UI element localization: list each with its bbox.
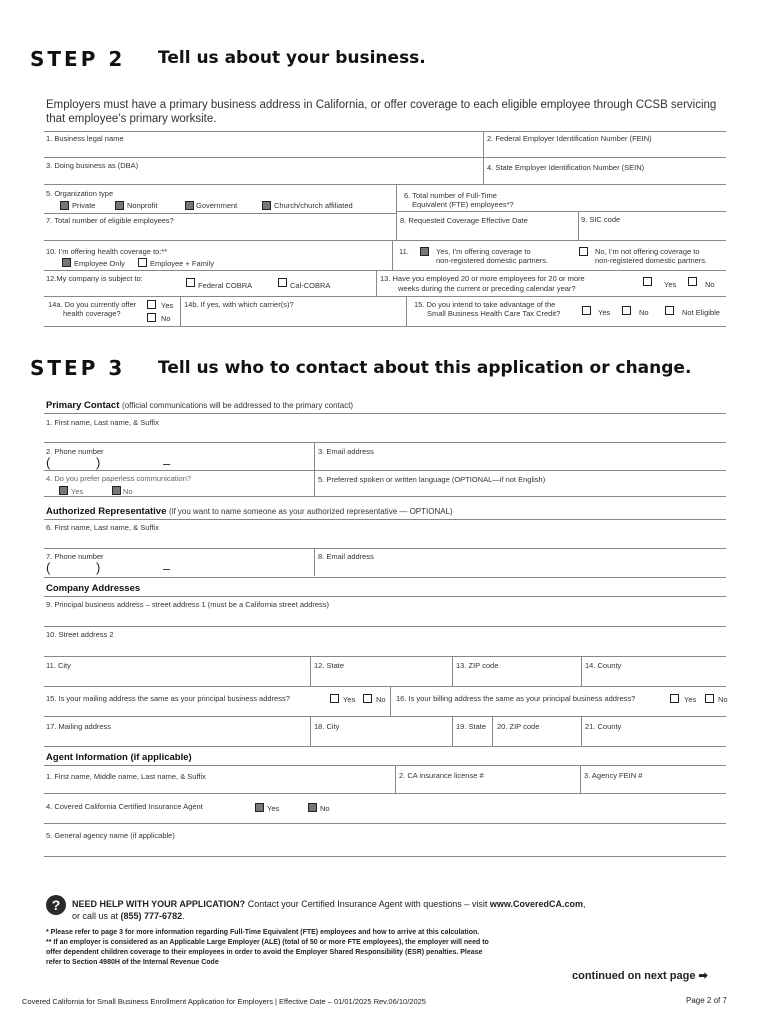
domestic-partners-yes-checkbox[interactable]	[420, 247, 429, 256]
help-comma: ,	[583, 899, 586, 909]
field-currently-offer-coverage-2: health coverage?	[63, 309, 121, 318]
billing-same-no-checkbox[interactable]	[705, 694, 714, 703]
paperless-no-label: No	[123, 487, 133, 496]
field-billing-same: 16. Is your billing address the same as your principal business address?	[396, 694, 636, 703]
primary-phone-close-paren: )	[96, 455, 101, 470]
help-phone-number[interactable]: (855) 777-6782	[120, 911, 183, 921]
field-agent-name[interactable]: 1. First name, Middle name, Last name, & Suffix	[46, 772, 206, 781]
field-certified-agent: 4. Covered California Certified Insurance Agent	[46, 802, 203, 811]
field-business-legal-name[interactable]: 1. Business legal name	[46, 134, 124, 143]
agent-information-heading: Agent Information (if applicable)	[46, 752, 192, 763]
rep-phone-dash: –	[163, 561, 171, 576]
footer-document-title: Covered California for Small Business Enrollment Application for Employers | Effective Date – 01/01/2025 Rev.06/10/2025	[22, 997, 426, 1006]
billing-same-yes-checkbox[interactable]	[670, 694, 679, 703]
domestic-partners-yes-label-2: non-registered domestic partners.	[436, 256, 549, 265]
field-principal-address[interactable]: 9. Principal business address – street address 1 (must be a California street address)	[46, 600, 330, 609]
field-ca-license[interactable]: 2. CA insurance license #	[399, 771, 484, 780]
step-3-label: STEP 3	[30, 356, 126, 380]
field-mailing-city[interactable]: 18. City	[314, 722, 340, 731]
offer-coverage-no-label: No	[161, 314, 171, 323]
field-mailing-state[interactable]: 19. State	[456, 722, 487, 731]
primary-phone-open-paren: (	[46, 455, 51, 470]
offer-coverage-yes-label: Yes	[161, 301, 174, 310]
field-sic-code[interactable]: 9. SIC code	[581, 215, 621, 224]
field-primary-phone[interactable]: 2. Phone number	[46, 447, 104, 456]
footnote-4: refer to Section 4980H of the Internal Revenue Code	[46, 959, 219, 966]
field-primary-name[interactable]: 1. First name, Last name, & Suffix	[46, 418, 159, 427]
covered-ca-link[interactable]: www.CoveredCA.com	[489, 899, 584, 909]
federal-cobra-checkbox[interactable]	[186, 278, 195, 287]
authorized-rep-note: (if you want to name someone as your authorized representative — OPTIONAL)	[169, 507, 453, 516]
page-number: Page 2 of 7	[686, 996, 727, 1005]
continued-text: continued on next page	[572, 970, 696, 982]
primary-phone-dash: –	[163, 456, 171, 471]
employee-family-label: Employee + Family	[150, 259, 214, 268]
help-text: Contact your Certified Insurance Agent with questions – visit	[245, 899, 490, 909]
domestic-partners-no-checkbox[interactable]	[579, 247, 588, 256]
field-fte-employees[interactable]: 6. Total number of Full-Time	[404, 191, 497, 200]
step-2-title: Tell us about your business.	[158, 48, 426, 68]
field-eligible-employees[interactable]: 7. Total number of eligible employees?	[46, 216, 174, 225]
field-rep-name[interactable]: 6. First name, Last name, & Suffix	[46, 523, 159, 532]
field-county[interactable]: 14. County	[585, 661, 622, 670]
tax-credit-no-checkbox[interactable]	[622, 306, 631, 315]
field-rep-email[interactable]: 8. Email address	[318, 552, 374, 561]
org-government-checkbox[interactable]	[185, 201, 194, 210]
org-church-label: Church/church affiliated	[274, 201, 353, 210]
domestic-partners-yes-label: Yes, I’m offering coverage to	[436, 247, 531, 256]
field-employed-20-or-more-2: weeks during the current or preceding calendar year?	[398, 284, 576, 293]
help-heading: NEED HELP WITH YOUR APPLICATION?	[72, 899, 246, 909]
federal-cobra-label: Federal COBRA	[198, 281, 253, 290]
employee-only-label: Employee Only	[74, 259, 125, 268]
field-state[interactable]: 12. State	[314, 661, 345, 670]
org-nonprofit-label: Nonprofit	[127, 201, 158, 210]
org-government-label: Government	[196, 201, 238, 210]
rep-phone-open-paren: (	[46, 560, 51, 575]
help-line-1	[72, 899, 586, 909]
field-mailing-same: 15. Is your mailing address the same as your principal business address?	[46, 694, 290, 703]
field-company-subject-to: 12.My company is subject to:	[46, 274, 143, 283]
company-addresses-heading: Company Addresses	[46, 583, 141, 594]
paperless-no-checkbox[interactable]	[112, 486, 121, 495]
tax-credit-yes-checkbox[interactable]	[582, 306, 591, 315]
mailing-same-no-label: No	[376, 695, 386, 704]
paperless-yes-label: Yes	[71, 487, 84, 496]
field-preferred-language[interactable]: 5. Preferred spoken or written language (OPTIONAL—if not English)	[318, 475, 546, 484]
primary-contact-note: (official communications will be addressed to the primary contact)	[122, 401, 354, 410]
mailing-same-yes-checkbox[interactable]	[330, 694, 339, 703]
certified-agent-yes-checkbox[interactable]	[255, 803, 264, 812]
field-coverage-effective-date[interactable]: 8. Requested Coverage Effective Date	[400, 216, 528, 225]
org-church-checkbox[interactable]	[262, 201, 271, 210]
domestic-partners-no-label: No, I’m not offering coverage to	[595, 247, 700, 256]
tax-credit-no-label: No	[639, 308, 649, 317]
field-offering-coverage-to: 10. I’m offering health coverage to:**	[46, 247, 168, 256]
footnote-1: * Please refer to page 3 for more information regarding Full-Time Equivalent (FTE) employees and how to arrive at this calculation.	[46, 929, 480, 936]
domestic-partners-no-label-2: non-registered domestic partners.	[595, 256, 708, 265]
authorized-rep-heading	[46, 506, 453, 517]
certified-agent-no-label: No	[320, 804, 330, 813]
field-tax-credit-2: Small Business Health Care Tax Credit?	[427, 309, 561, 318]
employee-family-checkbox[interactable]	[138, 258, 147, 267]
cal-cobra-checkbox[interactable]	[278, 278, 287, 287]
authorized-rep-title: Authorized Representative	[46, 506, 167, 517]
employed-20-yes-checkbox[interactable]	[643, 277, 652, 286]
certified-agent-yes-label: Yes	[267, 804, 280, 813]
field-paperless: 4. Do you prefer paperless communication?	[46, 474, 192, 483]
field-sein[interactable]: 4. State Employer Identification Number (SEIN)	[487, 163, 645, 172]
help-line-2	[72, 911, 185, 921]
field-currently-offer-coverage: 14a. Do you currently offer	[48, 300, 137, 309]
footnote-2: ** If an employer is considered as an Applicable Large Employer (ALE) (total of 50 or more FTE employees), the employer will need to	[46, 939, 489, 946]
field-11-number: 11.	[399, 247, 409, 256]
field-fein[interactable]: 2. Federal Employer Identification Number (FEIN)	[487, 134, 652, 143]
mailing-same-no-checkbox[interactable]	[363, 694, 372, 703]
field-street-address-2[interactable]: 10. Street address 2	[46, 630, 114, 639]
field-tax-credit: 15. Do you intend to take advantage of the	[414, 300, 556, 309]
footnote-3: offer dependent children coverage to their employees in order to avoid the Employer Shared Responsibility (ESR) penalties. Please	[46, 949, 483, 956]
field-dba[interactable]: 3. Doing business as (DBA)	[46, 161, 139, 170]
field-general-agency[interactable]: 5. General agency name (if applicable)	[46, 831, 175, 840]
step-2-intro: Employers must have a primary business address in California, or offer coverage to each eligible employee through CCSB servicing that employee’s primary worksite.	[46, 99, 717, 125]
rep-phone-close-paren: )	[96, 560, 101, 575]
org-private-label: Private	[72, 201, 96, 210]
help-call-text: or call us at	[72, 911, 121, 921]
continued-on-next-page	[572, 969, 708, 982]
tax-credit-yes-label: Yes	[598, 308, 611, 317]
employed-20-no-label: No	[705, 280, 715, 289]
billing-same-yes-label: Yes	[684, 695, 697, 704]
field-which-carriers[interactable]: 14b. If yes, with which carrier(s)?	[184, 300, 294, 309]
offer-coverage-no-checkbox[interactable]	[147, 313, 156, 322]
tax-credit-not-eligible-checkbox[interactable]	[665, 306, 674, 315]
field-rep-phone[interactable]: 7. Phone number	[46, 552, 104, 561]
help-period: .	[182, 911, 185, 921]
employed-20-yes-label: Yes	[664, 280, 677, 289]
employee-only-checkbox[interactable]	[62, 258, 71, 267]
field-mailing-address[interactable]: 17. Mailing address	[46, 722, 112, 731]
employed-20-no-checkbox[interactable]	[688, 277, 697, 286]
mailing-same-yes-label: Yes	[343, 695, 356, 704]
cal-cobra-label: Cal-COBRA	[290, 281, 331, 290]
org-private-checkbox[interactable]	[60, 201, 69, 210]
field-agency-fein[interactable]: 3. Agency FEIN #	[584, 771, 643, 780]
question-icon: ?	[46, 895, 66, 915]
primary-contact-title: Primary Contact	[46, 400, 120, 411]
paperless-yes-checkbox[interactable]	[59, 486, 68, 495]
billing-same-no-label: No	[718, 695, 728, 704]
certified-agent-no-checkbox[interactable]	[308, 803, 317, 812]
tax-credit-not-eligible-label: Not Eligible	[682, 308, 720, 317]
right-arrow-icon: ➡	[698, 970, 708, 982]
field-organization-type: 5. Organization type	[46, 189, 114, 198]
step-3-title: Tell us who to contact about this application or change.	[158, 358, 692, 378]
offer-coverage-yes-checkbox[interactable]	[147, 300, 156, 309]
field-fte-employees-2: Equivalent (FTE) employees*?	[412, 200, 514, 209]
field-mailing-zip[interactable]: 20. ZIP code	[497, 722, 540, 731]
field-mailing-county[interactable]: 21. County	[585, 722, 622, 731]
field-employed-20-or-more: 13. Have you employed 20 or more employees for 20 or more	[380, 274, 585, 283]
field-city[interactable]: 11. City	[46, 661, 71, 670]
primary-contact-heading	[46, 400, 353, 411]
field-primary-email[interactable]: 3. Email address	[318, 447, 374, 456]
field-zip-code[interactable]: 13. ZIP code	[456, 661, 499, 670]
step-2-label: STEP 2	[30, 47, 126, 71]
org-nonprofit-checkbox[interactable]	[115, 201, 124, 210]
